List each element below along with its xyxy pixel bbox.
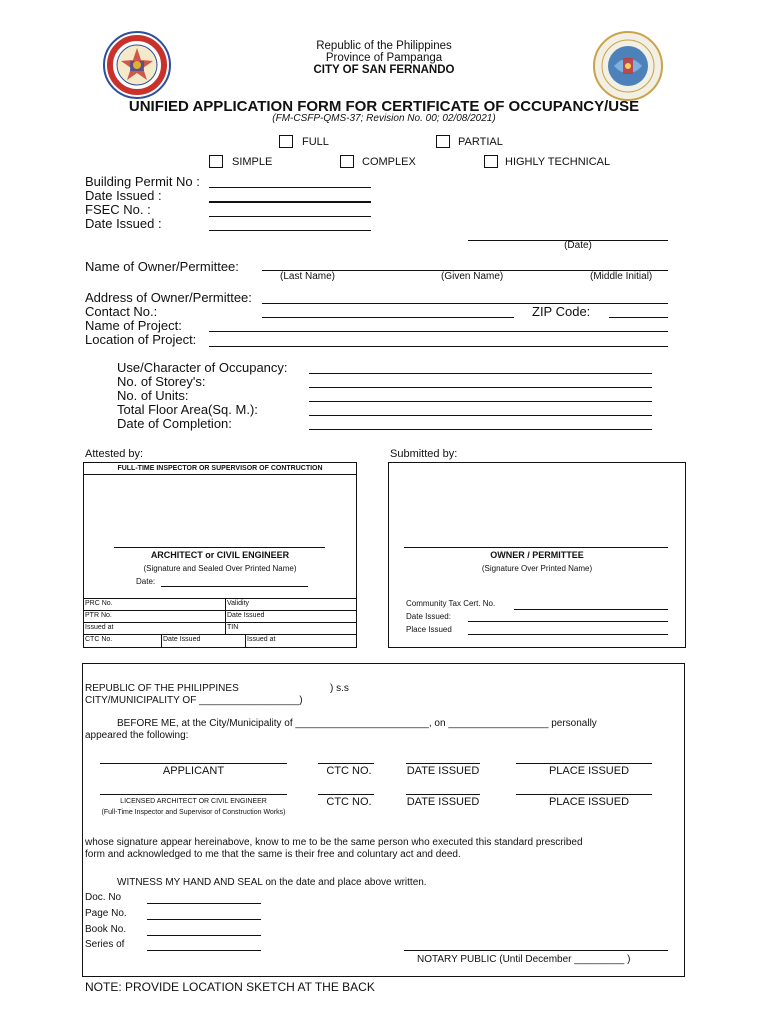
architect-signature-field[interactable] xyxy=(114,547,325,548)
grid-row-2 xyxy=(83,622,357,623)
grid-col-2 xyxy=(161,634,162,648)
units-field[interactable] xyxy=(309,401,652,402)
doc-no-field[interactable] xyxy=(147,903,261,904)
partial-checkbox[interactable] xyxy=(436,135,450,148)
applicant-ctc-field[interactable] xyxy=(318,763,374,764)
complex-checkbox[interactable] xyxy=(340,155,354,168)
floor-area-label: Total Floor Area(Sq. M.): xyxy=(117,402,258,417)
notary-before-me: BEFORE ME, at the City/Municipality of ________________________, on __________________ personally xyxy=(117,718,597,729)
floor-area-field[interactable] xyxy=(309,415,652,416)
notary-public-caption: NOTARY PUBLIC (Until December _________ ) xyxy=(417,954,631,965)
doc-no-label: Doc. No xyxy=(85,892,122,903)
place-issued-caption-2: PLACE ISSUED xyxy=(548,796,630,808)
location-sketch-note: NOTE: PROVIDE LOCATION SKETCH AT THE BACK xyxy=(85,980,375,994)
licensed-place-field[interactable] xyxy=(516,794,652,795)
community-tax-label: Community Tax Cert. No. xyxy=(406,599,496,608)
date-issued-label-2: Date Issued : xyxy=(85,216,162,231)
date-issued-field-1[interactable] xyxy=(209,201,371,203)
notary-republic: REPUBLIC OF THE PHILIPPINES xyxy=(85,683,239,694)
attested-by-label: Attested by: xyxy=(85,448,144,460)
date-issued-label-1: Date Issued : xyxy=(85,188,162,203)
owner-signature-field[interactable] xyxy=(404,547,668,548)
grid-top xyxy=(83,598,357,599)
highly-technical-label: HIGHLY TECHNICAL xyxy=(505,156,611,168)
given-name-caption: (Given Name) xyxy=(441,271,504,282)
city-label: CITY OF SAN FERNANDO xyxy=(313,64,455,76)
issued-at-label: Issued at xyxy=(85,624,114,631)
use-field[interactable] xyxy=(309,373,652,374)
date-issued-field-2[interactable] xyxy=(209,230,371,231)
middle-initial-caption: (Middle Initial) xyxy=(590,271,653,282)
notary-box xyxy=(82,663,685,977)
contact-label: Contact No.: xyxy=(85,304,158,319)
owner-subtitle: (Signature Over Printed Name) xyxy=(481,564,593,573)
licensed-subcaption: (Full-Time Inspector and Supervisor of Construction Works) xyxy=(101,809,286,816)
tin-label: TIN xyxy=(227,624,239,631)
notary-witness: WITNESS MY HAND AND SEAL on the date and place above written. xyxy=(117,877,427,888)
grid-row-1 xyxy=(83,610,357,611)
place-issued-caption-1: PLACE ISSUED xyxy=(548,765,630,777)
zip-field[interactable] xyxy=(609,317,668,318)
full-label: FULL xyxy=(302,136,329,148)
ctc-label: CTC No. xyxy=(85,636,113,643)
complex-label: COMPLEX xyxy=(362,156,416,168)
use-label: Use/Character of Occupancy: xyxy=(117,360,288,375)
storeys-label: No. of Storey's: xyxy=(117,374,206,389)
inspector-header: FULL-TIME INSPECTOR OR SUPERVISOR OF CONTRUCTION xyxy=(117,465,323,472)
applicant-date-field[interactable] xyxy=(406,763,480,764)
architect-title: ARCHITECT or CIVIL ENGINEER xyxy=(150,550,290,560)
ctc-date-issued-label: Date Issued xyxy=(163,636,201,643)
ptr-date-issued-label: Date Issued xyxy=(227,612,265,619)
republic-label: Republic of the Philippines xyxy=(316,40,452,52)
owner-title: OWNER / PERMITTEE xyxy=(490,550,584,560)
owner-date-issued-field[interactable] xyxy=(468,621,668,622)
notary-city: CITY/MUNICIPALITY OF __________________) xyxy=(85,695,303,706)
full-checkbox[interactable] xyxy=(279,135,293,148)
applicant-caption: APPLICANT xyxy=(162,765,225,777)
notary-appeared: appeared the following: xyxy=(85,730,189,741)
building-permit-label: Building Permit No : xyxy=(85,174,200,189)
simple-checkbox[interactable] xyxy=(209,155,223,168)
zip-label: ZIP Code: xyxy=(532,304,591,319)
book-no-label: Book No. xyxy=(85,924,127,935)
owner-name-label: Name of Owner/Permittee: xyxy=(85,259,239,274)
form-subtitle: (FM-CSFP-QMS-37; Revision No. 00; 02/08/2021) xyxy=(272,113,496,124)
project-name-field[interactable] xyxy=(209,331,668,332)
owner-address-label: Address of Owner/Permittee: xyxy=(85,290,252,305)
page-no-label: Page No. xyxy=(85,908,127,919)
grid-col-1 xyxy=(225,598,226,634)
validity-label: Validity xyxy=(227,600,250,607)
province-label: Province of Pampanga xyxy=(325,52,443,64)
book-no-field[interactable] xyxy=(147,935,261,936)
applicant-signature-field[interactable] xyxy=(100,763,287,764)
submitted-by-label: Submitted by: xyxy=(390,448,458,460)
fsec-label: FSEC No. : xyxy=(85,202,151,217)
applicant-place-field[interactable] xyxy=(516,763,652,764)
prc-label: PRC No. xyxy=(85,600,113,607)
notary-ss: ) s.s xyxy=(330,683,349,694)
ptr-label: PTR No. xyxy=(85,612,112,619)
ctc-caption-1: CTC NO. xyxy=(326,765,372,777)
date-issued-caption-1: DATE ISSUED xyxy=(406,765,480,777)
licensed-date-field[interactable] xyxy=(406,794,480,795)
partial-label: PARTIAL xyxy=(458,136,503,148)
grid-row-3 xyxy=(83,634,357,635)
project-location-label: Location of Project: xyxy=(85,332,197,347)
last-name-caption: (Last Name) xyxy=(280,271,336,282)
date-caption: (Date) xyxy=(564,240,592,251)
series-of-field[interactable] xyxy=(147,950,261,951)
owner-address-field[interactable] xyxy=(262,303,668,304)
inspector-header-divider xyxy=(83,474,357,475)
architect-date-field[interactable] xyxy=(161,586,308,587)
licensed-caption: LICENSED ARCHITECT OR CIVIL ENGINEER xyxy=(120,798,267,805)
architect-date-label: Date: xyxy=(136,577,156,586)
place-issued-label: Place Issued xyxy=(406,625,452,634)
building-permit-field[interactable] xyxy=(209,187,371,188)
ctc-issued-at-label: Issued at xyxy=(247,636,276,643)
contact-field[interactable] xyxy=(262,317,514,318)
notary-whose-line2: form and acknowledged to me that the same is their free and coluntary act and deed. xyxy=(85,849,461,860)
licensed-ctc-field[interactable] xyxy=(318,794,374,795)
form-title: UNIFIED APPLICATION FORM FOR CERTIFICATE OF OCCUPANCY/USE xyxy=(128,98,640,115)
page-no-field[interactable] xyxy=(147,919,261,920)
owner-date-issued-label: Date Issued: xyxy=(406,612,451,621)
licensed-signature-field[interactable] xyxy=(100,794,287,795)
highly-technical-checkbox[interactable] xyxy=(484,155,498,168)
ctc-caption-2: CTC NO. xyxy=(326,796,372,808)
series-of-label: Series of xyxy=(85,939,125,950)
notary-signature-field[interactable] xyxy=(404,950,668,951)
units-label: No. of Units: xyxy=(117,388,189,403)
grid-col-3 xyxy=(245,634,246,648)
storeys-field[interactable] xyxy=(309,387,652,388)
date-issued-caption-2: DATE ISSUED xyxy=(406,796,480,808)
completion-field[interactable] xyxy=(309,429,652,430)
completion-label: Date of Completion: xyxy=(117,416,232,431)
project-location-field[interactable] xyxy=(209,346,668,347)
simple-label: SIMPLE xyxy=(232,156,273,168)
project-name-label: Name of Project: xyxy=(85,318,182,333)
place-issued-field[interactable] xyxy=(468,634,668,635)
community-tax-field[interactable] xyxy=(514,609,668,610)
notary-whose-line1: whose signature appear hereinabove, know to me to be the same person who executed this standard prescribed xyxy=(85,837,583,848)
architect-subtitle: (Signature and Sealed Over Printed Name) xyxy=(143,564,297,573)
fsec-field[interactable] xyxy=(209,216,371,217)
